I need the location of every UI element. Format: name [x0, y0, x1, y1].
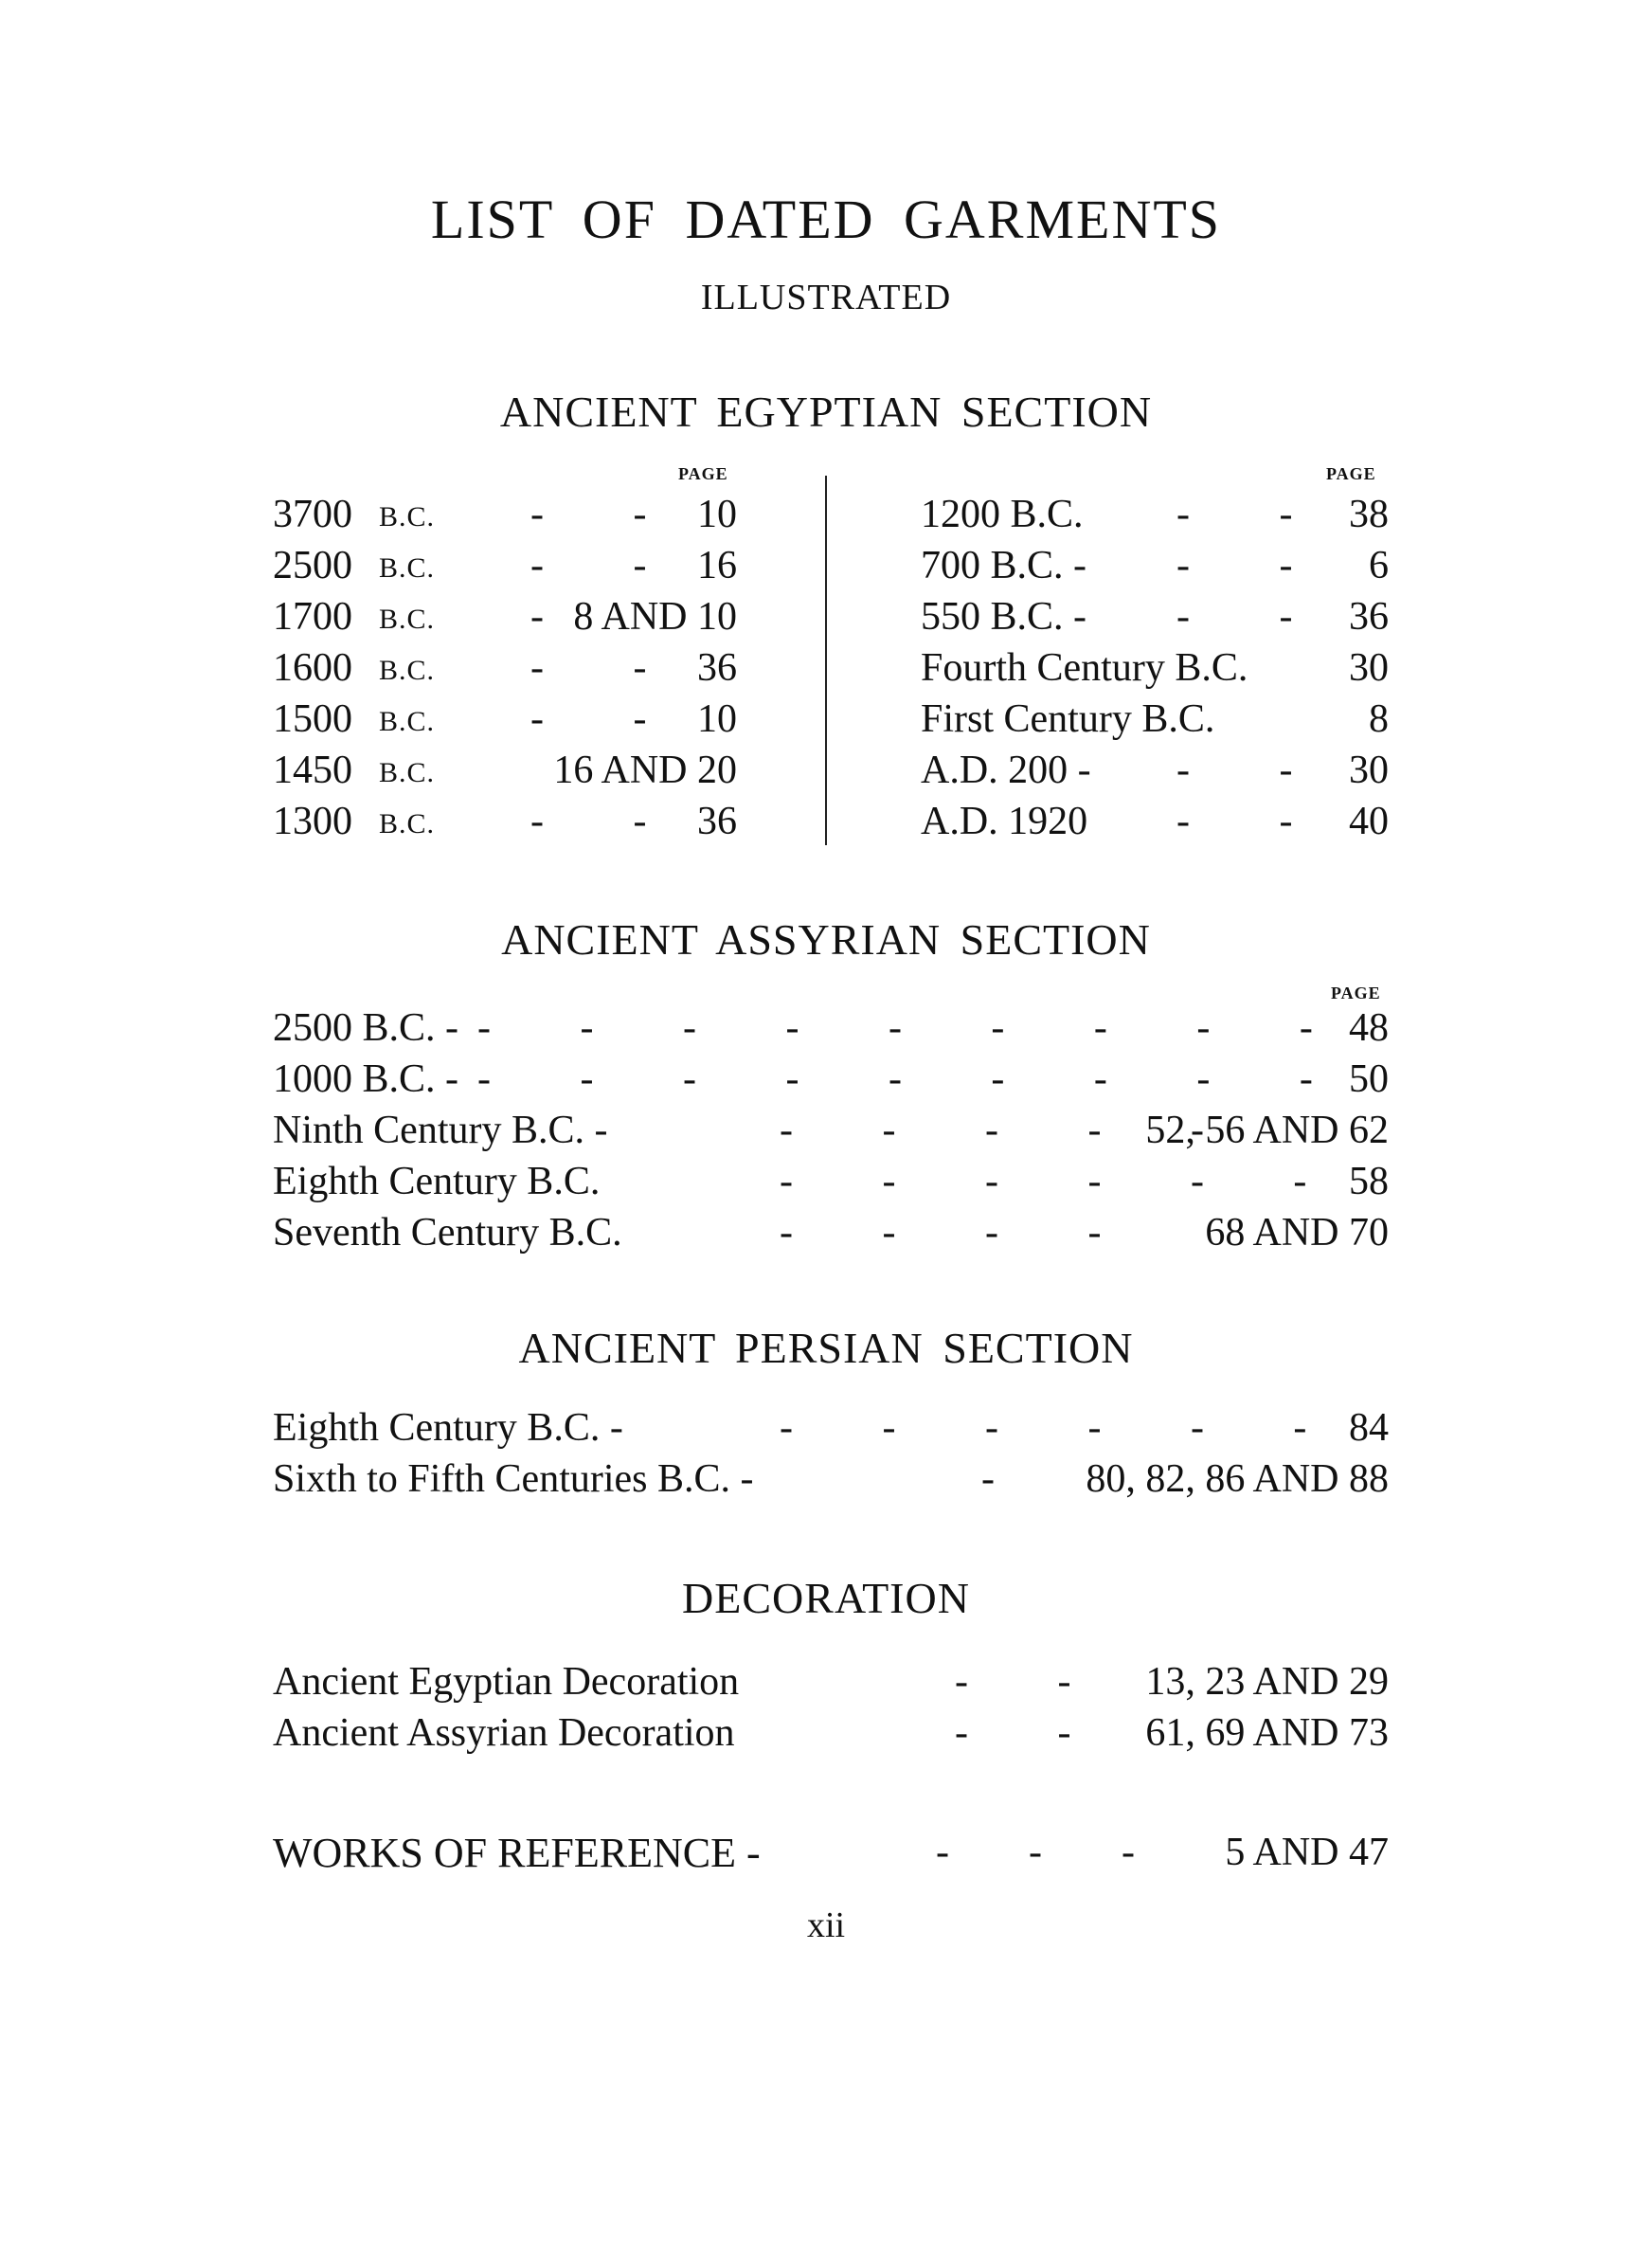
entry-page: 50: [1349, 1057, 1389, 1101]
list-item: [273, 745, 737, 797]
leader-dashes: - -: [530, 697, 647, 741]
leader-dashes: - - - - - -: [780, 1406, 1307, 1450]
egyptian-left-page-header: PAGE: [678, 464, 728, 483]
entry-era: B.C.: [379, 552, 436, 584]
entry-era: B.C.: [379, 757, 436, 788]
list-item: [921, 694, 1389, 746]
entry-label: 550 B.C. -: [921, 595, 1087, 639]
entry-label: Eighth Century B.C. -: [273, 1406, 623, 1450]
entry-page: 8 AND 10: [573, 595, 737, 639]
entry-label: 1000 B.C. -: [273, 1057, 459, 1101]
list-item: [273, 642, 737, 695]
list-item: [921, 591, 1389, 643]
entry-page: 16 AND 20: [553, 749, 737, 792]
entry-page: 68 AND 70: [1205, 1211, 1389, 1255]
list-item: [273, 1105, 1389, 1157]
entry-label: Ninth Century B.C. -: [273, 1109, 608, 1152]
entry-page: 80, 82, 86 AND 88: [1086, 1457, 1389, 1501]
entry-date: 3700: [273, 493, 352, 536]
list-item: [273, 1156, 1389, 1208]
entry-label: Fourth Century B.C.: [921, 646, 1248, 690]
leader-dashes: - -: [1176, 800, 1293, 843]
folio-number: xii: [806, 1905, 846, 1945]
entry-date: 1300: [273, 800, 352, 843]
entry-era: B.C.: [379, 706, 436, 737]
leader-dashes: - -: [530, 646, 647, 690]
entry-label: 700 B.C. -: [921, 544, 1087, 587]
list-item: [273, 1707, 1389, 1760]
leader-dashes: - -: [530, 544, 647, 587]
entry-label: A.D. 1920: [921, 800, 1088, 843]
list-item: [273, 1402, 1389, 1454]
entry-label: Eighth Century B.C.: [273, 1160, 601, 1203]
entry-page: 16: [697, 544, 737, 587]
list-item: [921, 489, 1389, 541]
leader-dashes: - - - -: [780, 1211, 1102, 1255]
list-item: [273, 591, 737, 643]
entry-era: B.C.: [379, 655, 436, 686]
entry-page: 40: [1349, 800, 1389, 843]
list-item: [273, 1656, 1389, 1708]
entry-page: 30: [1349, 749, 1389, 792]
leader-dashes: - -: [1176, 749, 1293, 792]
entry-label: 1200 B.C.: [921, 493, 1084, 536]
entry-page: 10: [697, 493, 737, 536]
entry-label: Seventh Century B.C.: [273, 1211, 622, 1255]
assyrian-page-header: PAGE: [1331, 984, 1381, 1002]
entry-date: 1600: [273, 646, 352, 690]
leader-dashes: - - - - - - - - -: [477, 1006, 1313, 1050]
list-item: [273, 694, 737, 746]
list-item: [273, 1454, 1389, 1506]
leader-dashes: - -: [1176, 595, 1293, 639]
leader-dashes: - -: [1176, 544, 1293, 587]
works-of-reference-label: WORKS OF REFERENCE -: [273, 1830, 761, 1876]
entry-page: 61, 69 AND 73: [1145, 1711, 1389, 1755]
leader-dashes: - - - - -: [780, 1109, 1204, 1152]
list-item: [921, 540, 1389, 592]
list-item: [273, 796, 737, 848]
works-of-reference-row: [273, 1827, 1389, 1879]
entry-page: 58: [1349, 1160, 1389, 1203]
column-divider: [825, 476, 827, 845]
assyrian-section-heading: ANCIENT ASSYRIAN SECTION: [501, 915, 1151, 964]
list-item: [921, 796, 1389, 848]
leader-dashes: - -: [1176, 493, 1293, 536]
entry-date: 1450: [273, 749, 352, 792]
entry-page: 36: [697, 800, 737, 843]
works-of-reference-page: 5 AND 47: [1225, 1831, 1389, 1874]
entry-page: 36: [1349, 595, 1389, 639]
list-item: [921, 745, 1389, 797]
list-item: [273, 540, 737, 592]
list-item: [273, 1207, 1389, 1259]
list-item: [273, 489, 737, 541]
persian-section-heading: ANCIENT PERSIAN SECTION: [518, 1324, 1134, 1372]
list-item: [921, 642, 1389, 695]
decoration-section-heading: DECORATION: [682, 1574, 970, 1622]
entry-page: 10: [697, 697, 737, 741]
entry-label: Ancient Egyptian Decoration: [273, 1660, 740, 1704]
leader-dashes: - -: [530, 493, 647, 536]
entry-page: 8: [1369, 697, 1389, 741]
list-item: [273, 1054, 1389, 1106]
leader-dashes: - - - - - - - - -: [477, 1057, 1313, 1101]
leader-dashes: - - -: [936, 1831, 1135, 1874]
entry-label: First Century B.C.: [921, 697, 1215, 741]
entry-label: 2500 B.C. -: [273, 1006, 459, 1050]
entry-page: 13, 23 AND 29: [1145, 1660, 1389, 1704]
entry-page: 6: [1369, 544, 1389, 587]
leader-dashes: -: [981, 1457, 995, 1501]
entry-page: 84: [1349, 1406, 1389, 1450]
entry-era: B.C.: [379, 808, 436, 840]
entry-label: A.D. 200 -: [921, 749, 1091, 792]
entry-page: 52, 56 AND 62: [1145, 1109, 1389, 1152]
egyptian-right-page-header: PAGE: [1326, 464, 1376, 483]
entry-page: 38: [1349, 493, 1389, 536]
entry-page: 36: [697, 646, 737, 690]
entry-page: 30: [1349, 646, 1389, 690]
leader-dashes: - - - - - -: [780, 1160, 1307, 1203]
entry-label: Ancient Assyrian Decoration: [273, 1711, 735, 1755]
leader-dashes: - -: [955, 1660, 1071, 1704]
entry-date: 2500: [273, 544, 352, 587]
page-subtitle: ILLUSTRATED: [700, 278, 952, 317]
leader-dashes: - -: [955, 1711, 1071, 1755]
page-title: LIST OF DATED GARMENTS: [430, 189, 1222, 250]
list-item: [273, 1002, 1389, 1055]
egyptian-section-heading: ANCIENT EGYPTIAN SECTION: [499, 388, 1153, 436]
entry-date: 1500: [273, 697, 352, 741]
entry-era: B.C.: [379, 604, 436, 635]
entry-date: 1700: [273, 595, 352, 639]
leader-dashes: - -: [530, 800, 647, 843]
entry-label: Sixth to Fifth Centuries B.C. -: [273, 1457, 754, 1501]
leader-dashes: -: [530, 595, 544, 639]
entry-page: 48: [1349, 1006, 1389, 1050]
entry-era: B.C.: [379, 501, 436, 533]
